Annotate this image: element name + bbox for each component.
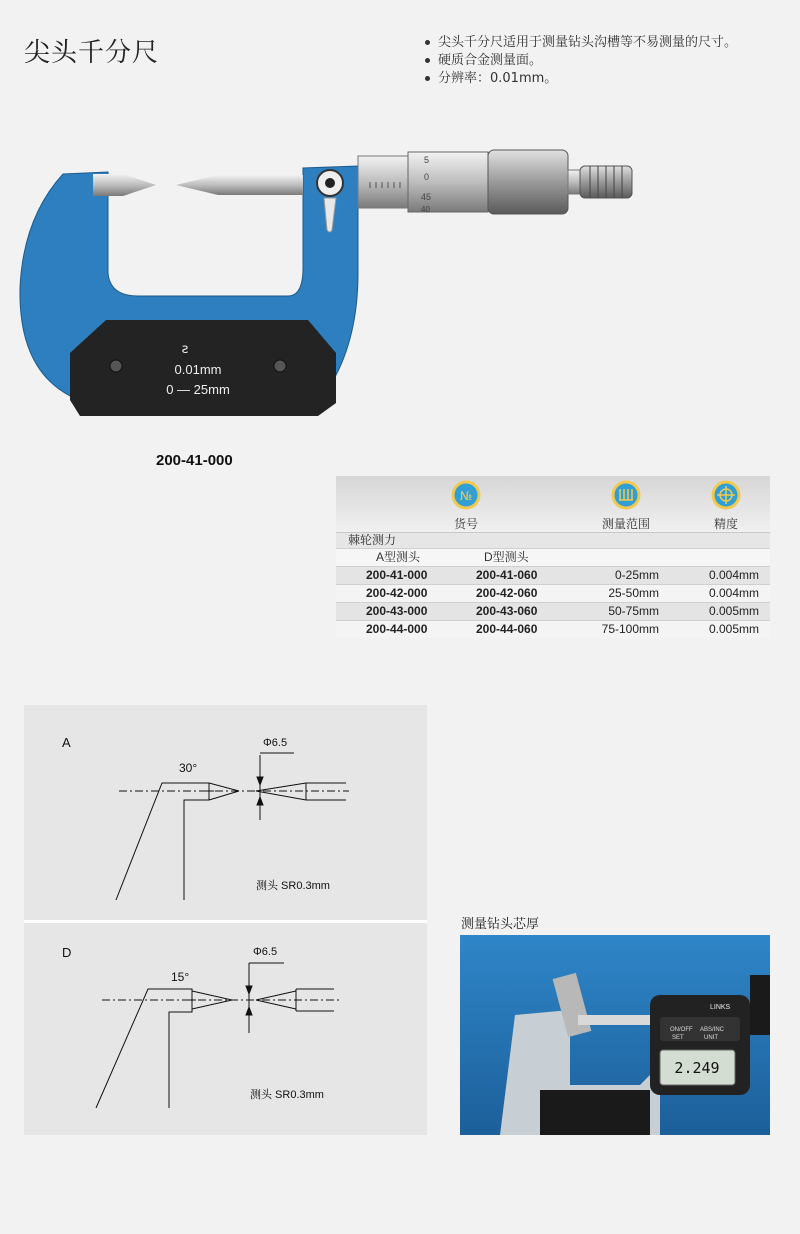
- tip-diameter-d: Φ6.5: [253, 946, 278, 958]
- anvil: [93, 174, 123, 196]
- diagram-letter-d: D: [62, 945, 72, 960]
- header-accuracy: [701, 480, 751, 532]
- spec-rows: [336, 566, 770, 638]
- table-row: [336, 620, 770, 638]
- sleeve-number: 40: [421, 205, 430, 214]
- type-header-row: [336, 548, 770, 566]
- header-number: [436, 480, 496, 532]
- type-a-label: A型测头: [376, 550, 421, 564]
- anvil-tip: [123, 174, 156, 196]
- brand-label: LINKS: [710, 1004, 731, 1011]
- spec-table-header: [336, 476, 770, 532]
- bullet-icon: [425, 76, 430, 81]
- page-title: 尖头千分尺: [24, 38, 160, 68]
- button-label: SET: [672, 1035, 684, 1041]
- screw-icon: [110, 360, 122, 372]
- tip-diameter-a: Φ6.5: [263, 737, 288, 749]
- thimble-grip: [488, 150, 568, 214]
- number-sign-icon: [451, 480, 481, 510]
- cell-type-a: 200-42-000: [366, 586, 428, 600]
- header-accuracy-label: 精度: [713, 517, 738, 531]
- cell-type-d: 200-43-060: [476, 604, 538, 618]
- thimble: [408, 152, 488, 212]
- button-label: ABS/INC: [700, 1027, 725, 1033]
- tip-drawing-a: [24, 705, 427, 920]
- brand-logo: ƨ: [181, 342, 189, 357]
- table-row: [336, 566, 770, 584]
- tip-drawing-d: [24, 923, 427, 1135]
- cell-accuracy: 0.004mm: [708, 568, 759, 582]
- spindle: [218, 175, 303, 195]
- table-row: [336, 602, 770, 620]
- screw-icon: [274, 360, 286, 372]
- tip-angle-a: 30°: [179, 761, 198, 775]
- cell-type-d: 200-41-060: [476, 568, 538, 582]
- button-label: ON/OFF: [670, 1027, 693, 1033]
- bullet-icon: [425, 40, 430, 45]
- cell-accuracy: 0.005mm: [708, 622, 759, 636]
- feature-text: 分辨率：0.01mm。: [438, 71, 558, 86]
- bullet-icon: [425, 58, 430, 63]
- cell-accuracy: 0.005mm: [708, 604, 759, 618]
- feature-list: [425, 34, 737, 88]
- micrometer-product-photo: [18, 148, 638, 423]
- tip-radius-note-d: 测头 SR0.3mm: [250, 1089, 324, 1101]
- measuring-force-label: 棘轮测力: [336, 532, 770, 548]
- svg-text:№: №: [459, 489, 473, 503]
- table-row: [336, 584, 770, 602]
- spindle-tip: [176, 175, 218, 195]
- cell-type-a: 200-43-000: [366, 604, 428, 618]
- feature-text: 尖头千分尺适用于测量钻头沟槽等不易测量的尺寸。: [438, 35, 738, 50]
- cell-type-d: 200-44-060: [476, 622, 538, 636]
- button-label: UNIT: [704, 1035, 718, 1041]
- spec-table: [336, 476, 770, 638]
- cell-type-a: 200-44-000: [366, 622, 428, 636]
- diagram-letter-a: A: [62, 735, 71, 750]
- cell-range: 0-25mm: [614, 568, 659, 582]
- tip-angle-d: 15°: [171, 970, 190, 984]
- cell-range: 50-75mm: [608, 604, 659, 618]
- plate-resolution: 0.01mm: [174, 362, 222, 377]
- feature-text: 硬质合金测量面。: [438, 53, 543, 68]
- header-number-label: 货号: [453, 517, 478, 531]
- sleeve-number: 5: [424, 155, 430, 165]
- sleeve-number: 45: [421, 192, 432, 202]
- header-range: [591, 480, 661, 532]
- cell-type-d: 200-42-060: [476, 586, 538, 600]
- cell-range: 25-50mm: [608, 586, 659, 600]
- diagram-panel-d: [24, 923, 427, 1135]
- feature-item: [425, 52, 737, 70]
- sleeve-number: 0: [424, 172, 430, 182]
- lcd-reading: 2.249: [674, 1059, 720, 1077]
- usage-photo-caption: 测量钻头芯厚: [461, 917, 540, 932]
- cell-accuracy: 0.004mm: [708, 586, 759, 600]
- tip-radius-note-a: 测头 SR0.3mm: [256, 880, 330, 892]
- crosshair-icon: [711, 480, 741, 510]
- model-caption: 200-41-000: [156, 452, 233, 469]
- header-range-label: 测量范围: [601, 517, 650, 531]
- spindle: [578, 1015, 658, 1025]
- feature-item: [425, 70, 737, 88]
- type-d-label: D型测头: [484, 550, 529, 564]
- cell-range: 75-100mm: [601, 622, 659, 636]
- feature-item: [425, 34, 737, 52]
- plate-range: 0 — 25mm: [166, 382, 230, 397]
- digital-micrometer-usage-photo: [460, 935, 770, 1135]
- cell-type-a: 200-41-000: [366, 568, 428, 582]
- ruler-range-icon: [611, 480, 641, 510]
- diagram-panel-a: [24, 705, 427, 920]
